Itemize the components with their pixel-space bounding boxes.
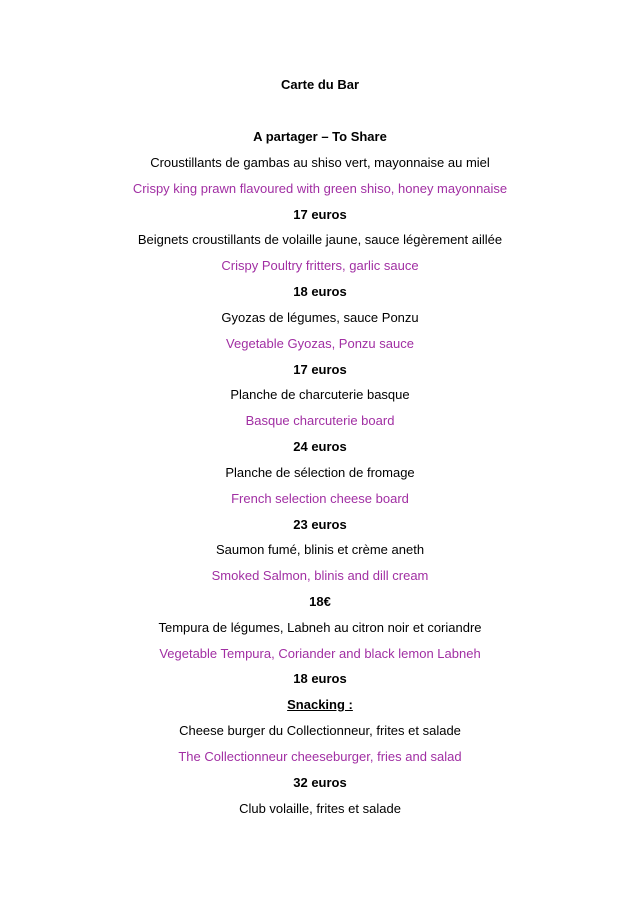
item-en: French selection cheese board (231, 491, 409, 506)
item-price: 23 euros (293, 517, 347, 532)
item-en: Crispy king prawn flavoured with green shiso, honey mayonnaise (132, 181, 508, 196)
item-fr: Saumon fumé, blinis et crème aneth (215, 542, 425, 557)
item-en: The Collectionneur cheeseburger, fries and salad (178, 749, 462, 764)
item-price: 17 euros (293, 362, 347, 377)
item-fr: Tempura de légumes, Labneh au citron noir et coriandre (158, 620, 482, 635)
item-price: 18 euros (293, 284, 347, 299)
item-fr: Cheese burger du Collectionneur, frites et salade (179, 723, 461, 738)
item-price: 32 euros (293, 775, 347, 790)
item-fr: Planche de sélection de fromage (225, 465, 415, 480)
item-en: Crispy Poultry fritters, garlic sauce (221, 258, 419, 273)
item-price: 18€ (309, 594, 331, 609)
item-en: Vegetable Gyozas, Ponzu sauce (226, 336, 414, 351)
item-fr: Planche de charcuterie basque (230, 387, 410, 402)
section-heading-share: A partager – To Share (253, 129, 387, 144)
section-heading-snacking: Snacking : (287, 697, 353, 712)
item-price: 24 euros (293, 439, 347, 454)
item-fr: Club volaille, frites et salade (239, 801, 401, 816)
item-en: Vegetable Tempura, Coriander and black lemon Labneh (159, 646, 481, 661)
item-fr: Croustillants de gambas au shiso vert, mayonnaise au miel (150, 155, 490, 170)
menu-title: Carte du Bar (280, 77, 360, 92)
item-en: Smoked Salmon, blinis and dill cream (211, 568, 429, 583)
item-fr: Beignets croustillants de volaille jaune, sauce légèrement aillée (137, 232, 503, 247)
item-price: 17 euros (293, 207, 347, 222)
item-en: Basque charcuterie board (245, 413, 395, 428)
item-price: 18 euros (293, 671, 347, 686)
item-fr: Gyozas de légumes, sauce Ponzu (221, 310, 419, 325)
